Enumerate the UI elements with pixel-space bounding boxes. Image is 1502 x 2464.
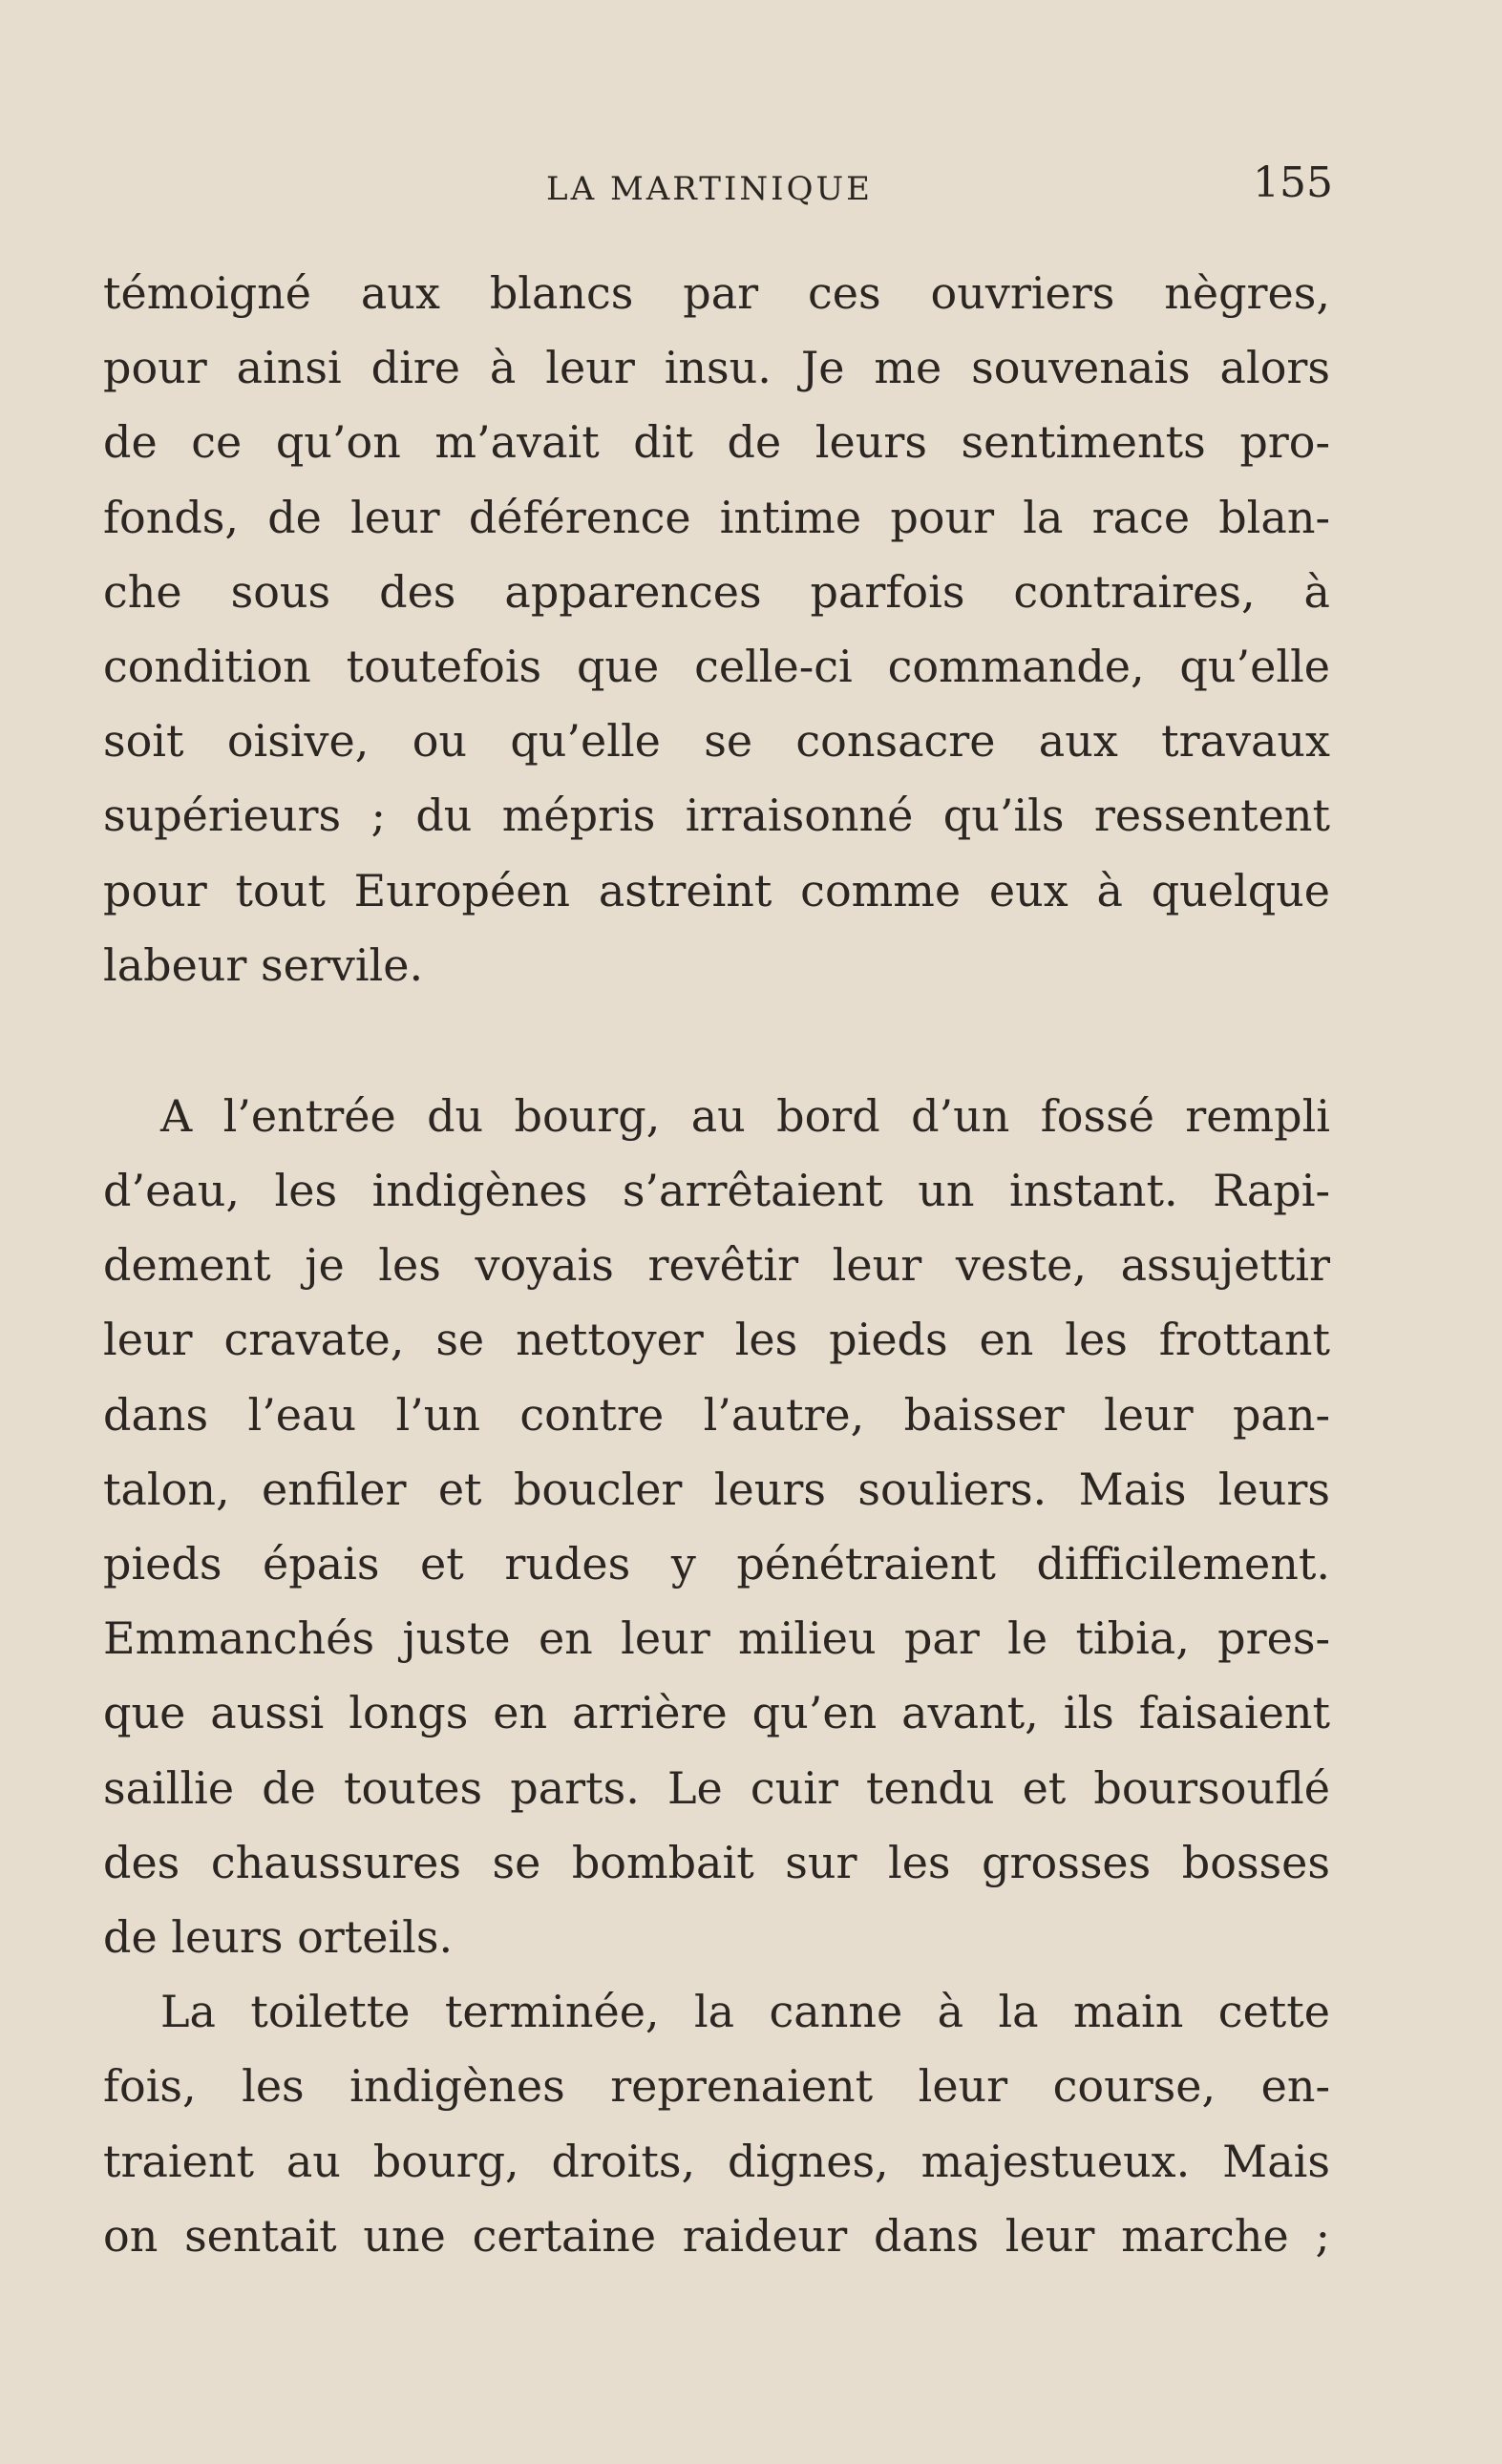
text-line: che sous des apparences parfois contraires, à — [103, 565, 1330, 618]
paragraph-3 — [103, 1974, 1330, 2273]
text-line: d’eau, les indigènes s’arrêtaient un instant. Rapi- — [103, 1165, 1330, 1217]
text-line: fonds, de leur déférence intime pour la race blan- — [103, 491, 1330, 543]
text-line: supérieurs ; du mépris irraisonné qu’ils ressentent — [103, 790, 1330, 842]
text-line: pour ainsi dire à leur insu. Je me souvenais alors — [103, 342, 1330, 394]
text-line: La toilette terminée, la canne à la main cette — [160, 1986, 1330, 2038]
text-line: labeur servile. — [103, 938, 424, 991]
text-line: soit oisive, ou qu’elle se consacre aux travaux — [103, 715, 1330, 768]
text-line: Emmanchés juste en leur milieu par le tibia, pres- — [103, 1612, 1330, 1665]
paragraph-2 — [103, 1079, 1330, 1974]
running-head: LA MARTINIQUE — [546, 170, 873, 208]
text-line: fois, les indigènes reprenaient leur course, en- — [103, 2060, 1330, 2113]
text-line: pieds épais et rudes y pénétraient difficilement. — [103, 1538, 1330, 1590]
text-line: dans l’eau l’un contre l’autre, baisser leur pan- — [103, 1388, 1330, 1441]
text-line: A l’entrée du bourg, au bord d’un fossé rempli — [160, 1089, 1330, 1142]
text-line: pour tout Européen astreint comme eux à quelque — [103, 864, 1330, 916]
text-line: de ce qu’on m’avait dit de leurs sentiments pro- — [103, 416, 1330, 469]
page-header — [0, 153, 1502, 210]
text-line: que aussi longs en arrière qu’en avant, ils faisaient — [103, 1687, 1330, 1739]
text-line: traient au bourg, droits, dignes, majestueux. Mais — [103, 2135, 1330, 2187]
text-line: leur cravate, se nettoyer les pieds en les frottant — [103, 1314, 1330, 1366]
text-line: de leurs orteils. — [103, 1910, 454, 1963]
text-line: saillie de toutes parts. Le cuir tendu et boursouflé — [103, 1761, 1330, 1814]
text-line: témoigné aux blancs par ces ouvriers nègres, — [103, 267, 1330, 319]
text-line: dement je les voyais revêtir leur veste, assujettir — [103, 1239, 1330, 1292]
section-break — [103, 1002, 1330, 1079]
body-text — [103, 256, 1330, 2273]
page-number: 155 — [1253, 158, 1333, 207]
paragraph-1 — [103, 256, 1330, 1002]
text-line: condition toutefois que celle-ci commande, qu’elle — [103, 640, 1330, 692]
text-line: des chaussures se bombait sur les grosses bosses — [103, 1836, 1330, 1888]
text-line: on sentait une certaine raideur dans leur marche ; — [103, 2209, 1330, 2262]
text-line: talon, enfiler et boucler leurs souliers. Mais leurs — [103, 1463, 1330, 1515]
